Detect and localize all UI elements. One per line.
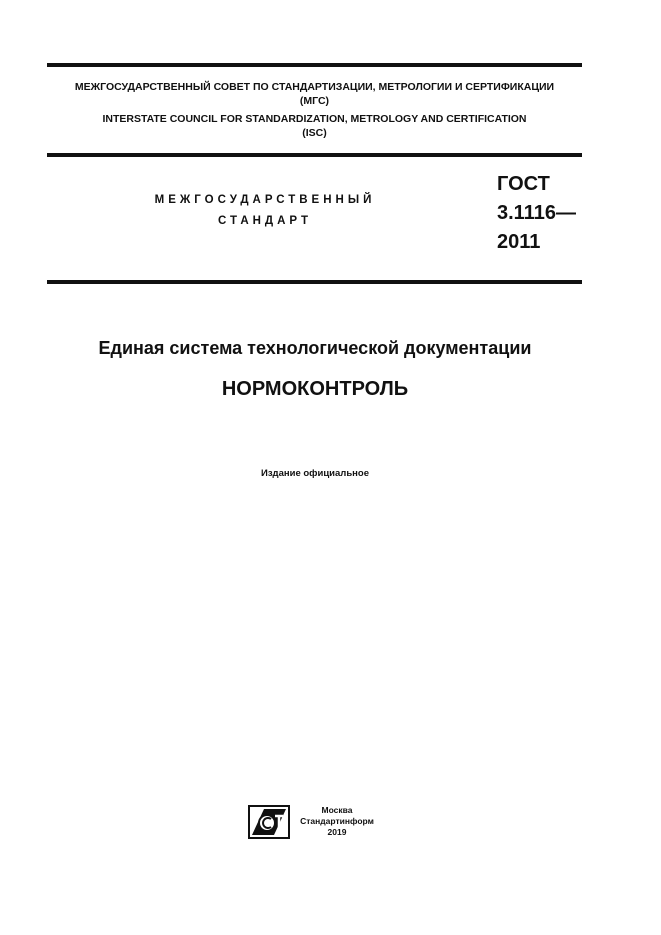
council-name-ru — [47, 80, 582, 108]
council-abbr-en: (ISC) — [302, 127, 327, 139]
council-abbr-ru: (МГС) — [299, 95, 330, 107]
bottom-rule — [47, 280, 582, 284]
publication-year: 2019 — [327, 827, 347, 837]
top-rule — [47, 63, 582, 67]
standartinform-logo-icon — [248, 805, 290, 839]
publisher-imprint — [292, 805, 382, 838]
council-name-en — [47, 112, 582, 140]
standard-kind — [120, 190, 410, 232]
edition-note: Издание официальное — [261, 468, 369, 479]
council-name-en-line: INTERSTATE COUNCIL FOR STANDARDIZATION, METROLOGY AND CERTIFICATION — [102, 113, 527, 125]
document-subject: НОРМОКОНТРОЛЬ — [221, 378, 409, 400]
publisher-name: Стандартинформ — [300, 816, 374, 826]
standard-kind-line1: МЕЖГОСУДАРСТВЕННЫЙ — [154, 194, 376, 206]
designation-line2: 3.1116— — [497, 202, 576, 224]
middle-rule — [47, 153, 582, 157]
designation-line3: 2011 — [497, 231, 541, 253]
publisher-city: Москва — [321, 805, 353, 815]
standard-designation — [497, 170, 576, 257]
document-title: Единая система технологической документации — [98, 338, 532, 358]
designation-line1: ГОСТ — [497, 173, 550, 195]
standard-kind-line2: СТАНДАРТ — [218, 215, 312, 227]
council-name-ru-line: МЕЖГОСУДАРСТВЕННЫЙ СОВЕТ ПО СТАНДАРТИЗАЦИИ, МЕТРОЛОГИИ И СЕРТИФИКАЦИИ — [74, 81, 555, 93]
